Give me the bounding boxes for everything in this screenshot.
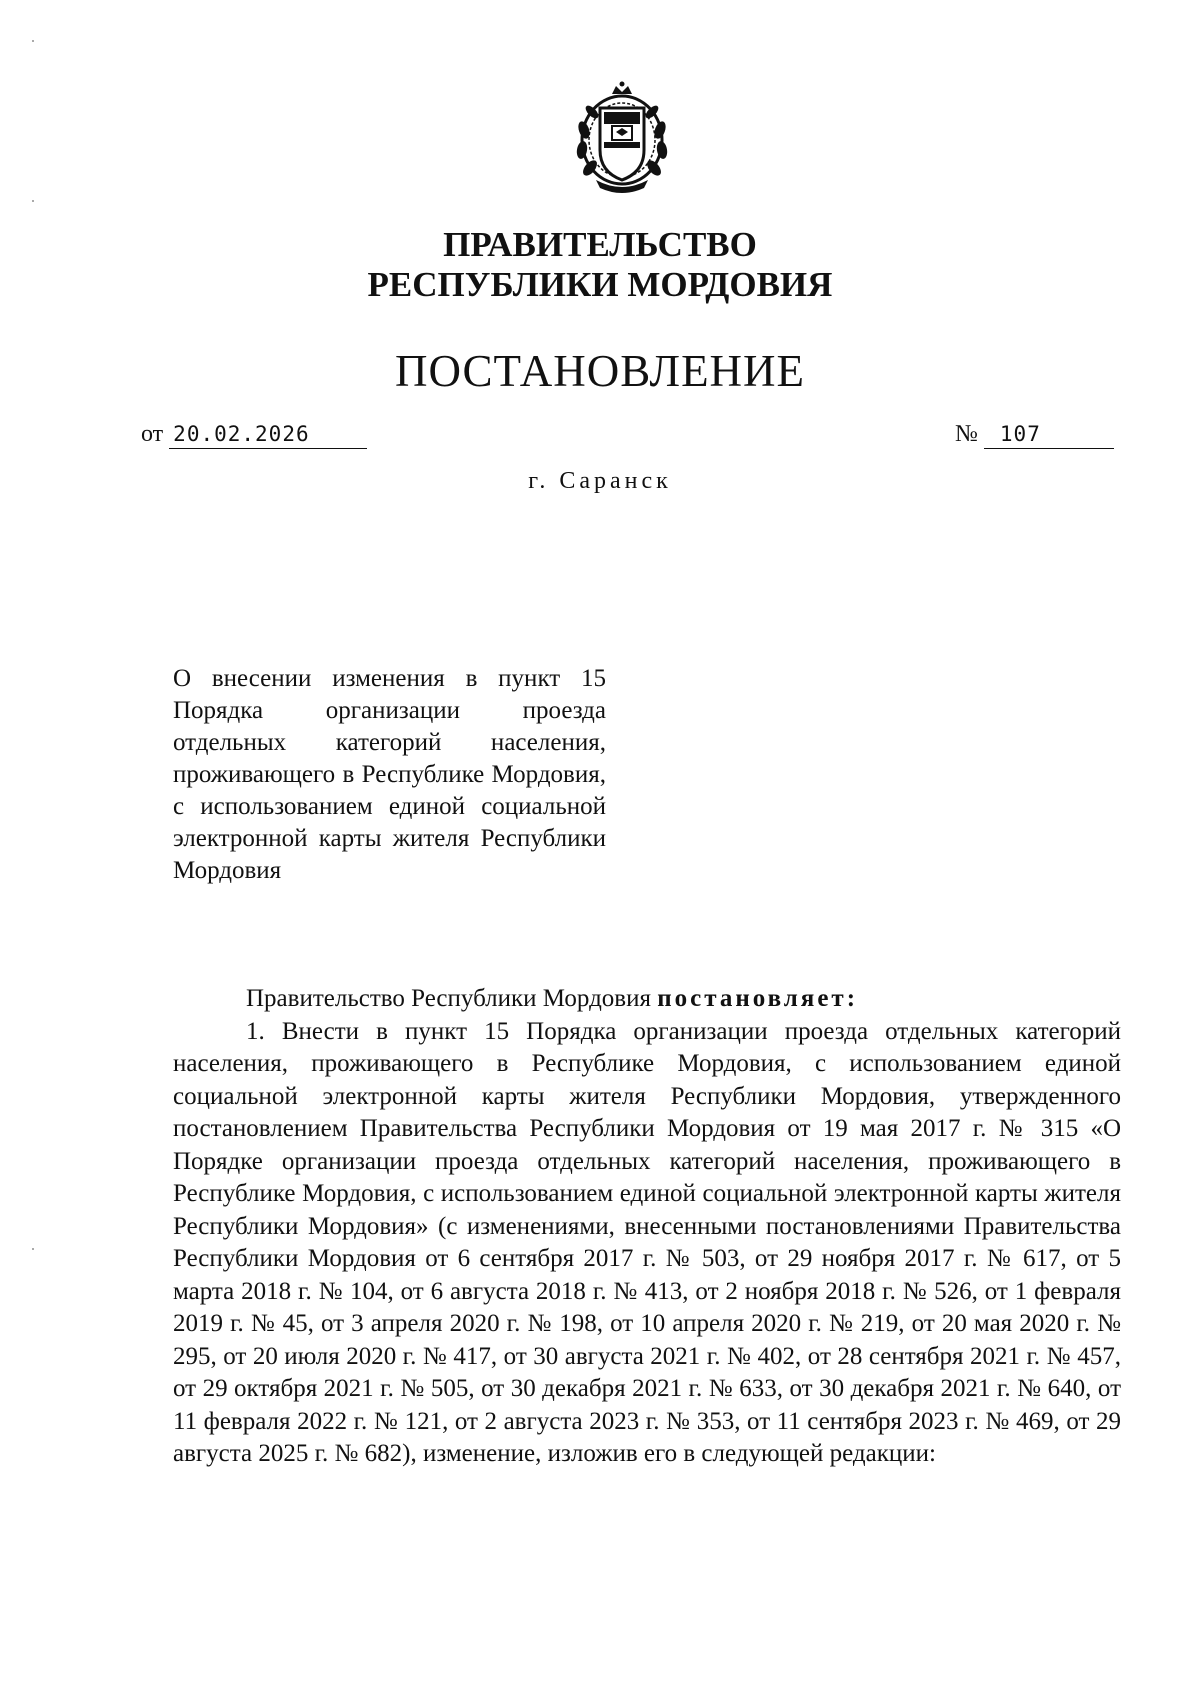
date-field — [141, 420, 367, 449]
scan-margin-mark — [32, 200, 34, 202]
preamble-text: Правительство Республики Мордовия — [246, 985, 658, 1012]
city-line: г. Саранск — [528, 468, 672, 494]
date-value: 20.02.2026 — [169, 420, 367, 449]
number-field — [955, 420, 1114, 449]
document-body — [173, 983, 1121, 1471]
organization-title-line-1: ПРАВИТЕЛЬСТВО — [443, 225, 757, 264]
item-1-paragraph: 1. Внести в пункт 15 Порядка организации проезда отдельных категорий населения, проживающего в Республике Мордовия, с использованием единой социальной электронной карты жителя Республики Мордовия, утвержденного постановлением Правительства Республики Мордовия от 19 мая 2017 г. № 315 «О Порядке организации проезда отдельных категорий населения, проживающего в Республике Мордовия, с использованием единой социальной электронной карты жителя Республики Мордовия» (с изменениями, внесенными постановлениями Правительства Республики Мордовия от 6 сентября 2017 г. № 503, от 29 ноября 2017 г. № 617, от 5 марта 2018 г. № 104, от 6 августа 2018 г. № 413, от 2 ноября 2018 г. № 526, от 1 февраля 2019 г. № 45, от 3 апреля 2020 г. № 198, от 10 апреля 2020 г. № 219, от 20 мая 2020 г. № 295, от 20 июля 2020 г. № 417, от 30 августа 2021 г. № 402, от 28 сентября 2021 г. № 457, от 29 октября 2021 г. № 505, от 30 декабря 2021 г. № 633, от 30 декабря 2021 г. № 640, от 11 февраля 2022 г. № 121, от 2 августа 2023 г. № 353, от 11 сентября 2023 г. № 469, от 29 августа 2025 г. № 682), изменение, изложив его в следующей редакции: — [173, 1017, 1121, 1467]
coat-of-arms-emblem — [568, 80, 676, 198]
preamble-paragraph — [173, 983, 1121, 1016]
scan-margin-mark — [32, 40, 34, 42]
date-prefix: от — [141, 421, 164, 447]
decree-word: постановляет: — [657, 985, 859, 1012]
number-value: 107 — [984, 420, 1114, 449]
number-prefix: № — [955, 421, 978, 447]
organization-title-line-2: РЕСПУБЛИКИ МОРДОВИЯ — [367, 265, 833, 304]
scan-margin-mark — [32, 1248, 34, 1250]
document-subject: О внесении изменения в пункт 15 Порядка организации проезда отдельных категорий населения, проживающего в Республике Мордовия, с использованием единой социальной электронной карты жителя Республики Мордовия — [173, 665, 606, 884]
document-type-heading: ПОСТАНОВЛЕНИЕ — [394, 346, 806, 396]
